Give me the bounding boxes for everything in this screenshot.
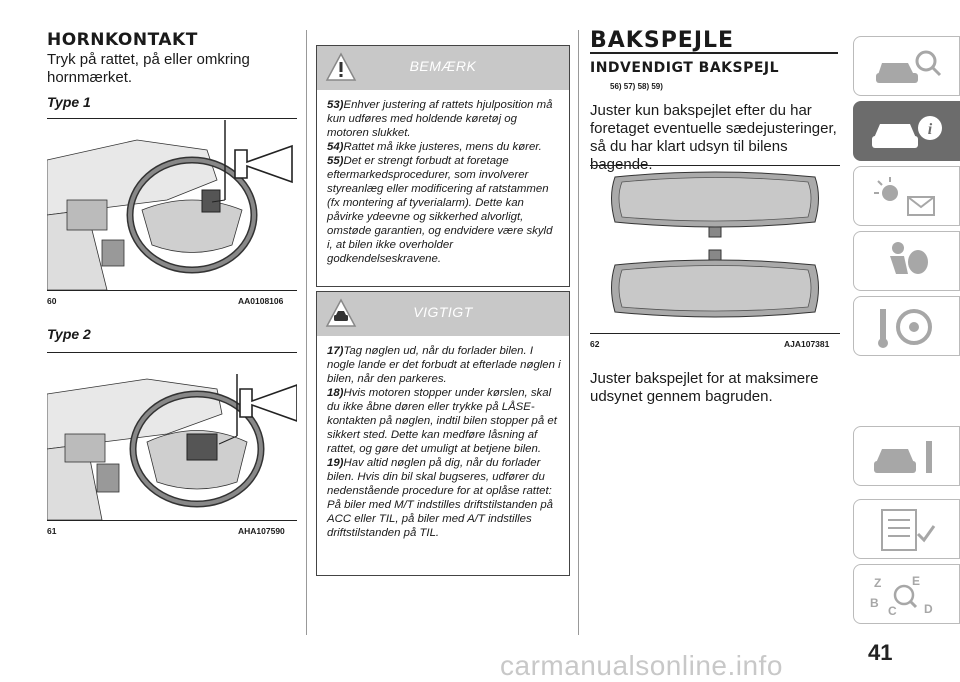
steering-wheel-type2-figure — [47, 354, 297, 520]
mirror-para-2: Juster bakspejlet for at maksimere udsynet gennem bagruden. — [590, 370, 819, 405]
note-text: Rattet må ikke justeres, mens du kører. — [343, 141, 542, 153]
svg-text:E: E — [912, 574, 921, 588]
svg-text:i: i — [927, 121, 933, 138]
note-references: 56) 57) 58) 59) — [610, 82, 663, 91]
note-body — [317, 336, 569, 548]
steering-wheel-type1-figure — [47, 120, 297, 290]
note-text: Det er strengt forbudt at foretage eftermarkedsprocedurer, som involverer styreanlæg eller modificering af ratstammen (fx montering af tyverialarm). Dette kan påvirke ydeevne og sikkerhed alvorligt, omstøde garantien, og endvidere være skyld i, at bilen ikke overholder godkendelseskravene. — [327, 155, 553, 265]
tab-car-info[interactable] — [853, 101, 960, 161]
note-body — [317, 90, 569, 274]
tab-checklist[interactable] — [853, 499, 960, 559]
mirror-para-1: Juster kun bakspejlet efter du har foretaget eventuelle sædejusteringer, så du har klart udsyn til bilens bagende. — [590, 102, 837, 173]
note-item — [327, 154, 561, 266]
svg-text:Z: Z — [874, 576, 882, 590]
note-number: 17) — [327, 345, 344, 357]
car-wrench-icon — [868, 435, 948, 479]
page-number: 41 — [868, 640, 893, 665]
tab-steering-key[interactable] — [853, 296, 960, 356]
tab-car-search[interactable] — [853, 36, 960, 96]
note-item — [327, 140, 561, 154]
figure-bottom-rule — [590, 333, 840, 334]
type2-label: Type 2 — [47, 326, 91, 342]
type1-label: Type 1 — [47, 94, 91, 110]
svg-text:B: B — [870, 596, 879, 610]
note-title: BEMÆRK — [409, 58, 477, 74]
subheading-inner-mirror: INDVENDIGT BAKSPEJL — [590, 60, 780, 76]
svg-text:C: C — [888, 604, 897, 617]
tab-warning-lights[interactable] — [853, 166, 960, 226]
figure-code: AA0108106 — [238, 296, 284, 306]
note-text: Hav altid nøglen på dig, når du forlader bilen. Hvis din bil skal bugseres, udfører du nedenstående procedure for at oplåse rattet: På biler med M/T indstilles driftstilstanden på ACC eller TIL, på biler med A/T indstilles driftstilstanden på TIL. — [327, 457, 554, 539]
note-header — [317, 292, 569, 336]
tab-airbag[interactable] — [853, 231, 960, 291]
column-divider — [306, 30, 307, 635]
airbag-person-icon — [868, 240, 948, 284]
figure-bottom-rule — [47, 290, 297, 291]
figure-top-rule — [47, 352, 297, 353]
note-item — [327, 98, 561, 140]
rearview-mirror-figure — [590, 167, 840, 333]
section-heading-mirrors: BAKSPEJLE — [590, 28, 735, 53]
note-number: 55) — [327, 155, 344, 167]
figure-number: 62 — [590, 339, 600, 349]
figure-number: 61 — [47, 526, 57, 536]
note-item — [327, 344, 561, 386]
figure-top-rule — [47, 118, 297, 119]
note-title: VIGTIGT — [413, 304, 473, 320]
heading-rule — [590, 52, 838, 54]
svg-text:D: D — [924, 602, 933, 616]
section-heading-horn: HORNKONTAKT — [47, 30, 198, 50]
figure-bottom-rule — [47, 520, 297, 521]
index-letters-icon — [868, 573, 948, 617]
column-divider — [578, 30, 579, 635]
note-number: 19) — [327, 457, 344, 469]
warning-lights-icon — [868, 175, 948, 219]
note-number: 18) — [327, 387, 344, 399]
note-box-vigtigt — [316, 291, 570, 576]
figure-number: 60 — [47, 296, 57, 306]
figure-code: AHA107590 — [238, 526, 285, 536]
note-item — [327, 386, 561, 456]
tab-index[interactable] — [853, 564, 960, 624]
note-text: Tag nøglen ud, når du forlader bilen. I nogle lande er det forbudt at efterlade nøglen i bilen, når den parkeres. — [327, 345, 561, 385]
note-box-bemerk — [316, 45, 570, 287]
car-info-icon — [868, 110, 948, 154]
note-text: Hvis motoren stopper under kørslen, skal du ikke åbne døren eller trykke på LÅSE-kontakten på nøglen, indtil bilen stopper på et sikkert sted. Dette kan medføre låsning af rattet, og gøre det umuligt at betjene bilen. — [327, 387, 557, 455]
note-item — [327, 456, 561, 540]
note-text: Enhver justering af rattets hjulposition må kun udføres med holdende køretøj og motoren slukket. — [327, 99, 553, 139]
checklist-icon — [868, 508, 948, 552]
note-number: 53) — [327, 99, 344, 111]
figure-top-rule — [590, 165, 840, 166]
horn-intro: Tryk på rattet, på eller omkring hornmærket. — [47, 51, 250, 86]
figure-code: AJA107381 — [784, 339, 830, 349]
car-search-icon — [868, 45, 948, 89]
steering-key-icon — [868, 305, 948, 349]
watermark-text: carmanualsonline.info — [500, 650, 783, 681]
tab-car-wrench[interactable] — [853, 426, 960, 486]
note-number: 54) — [327, 141, 344, 153]
note-header — [317, 46, 569, 90]
